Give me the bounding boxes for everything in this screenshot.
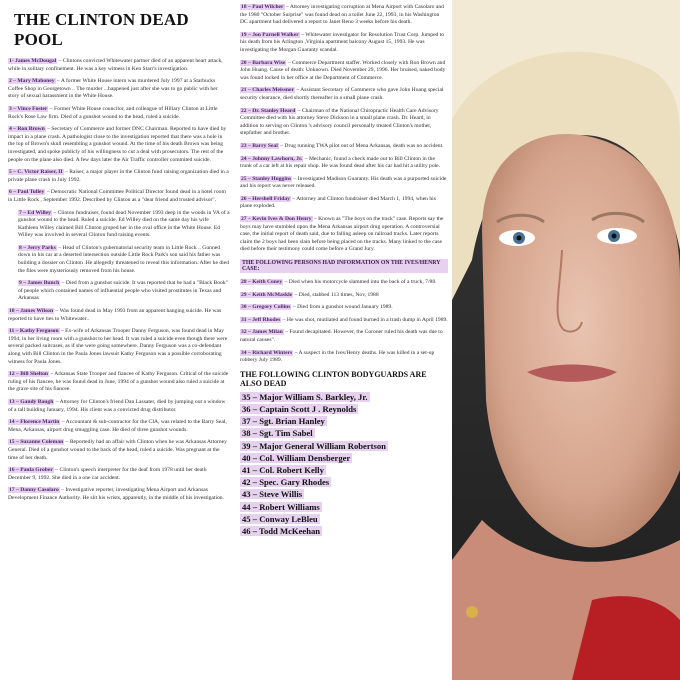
- dead-pool-entry: [240, 108, 448, 138]
- entry-name: 14 – Florence Martin: [9, 419, 60, 426]
- entry-text: – He was shot, mutilated and found burned in a trash dump in April 1989.: [281, 316, 448, 323]
- bodyguard-name: 40 – Col. William Densberger: [242, 452, 351, 463]
- bodyguard-name: 38 – Sgt. Tim Sabel: [242, 428, 313, 439]
- entry-text: – Was found dead in May 1993 from an apparent hanging suicide. He was reported to have ties to Whitewater..: [8, 308, 222, 322]
- entry-text: – Investigative reporter, investigating Mena Airport and Arkansas Development Finance Authority. He slit his wrists, apparently, in the middle of his investigation.: [8, 487, 224, 501]
- entry-text: – Head of Clinton's gubernatorial security team in Little Rock .. Gunned down in his car at a deserted intersection outside Little Rock Park's son said his father was building a dossier on Clinton .He allegedly threatened to reveal this information. After he died the files were mysteriously removed from his house.: [18, 244, 229, 274]
- dead-pool-entry: [8, 169, 230, 184]
- entry-name: 12 – Bill Shelton: [9, 371, 49, 378]
- bodyguard-name: 45 – Conway LeBleu: [242, 513, 318, 524]
- entry-name: 4 – Ron Brown: [9, 126, 45, 133]
- entry-name: 2 – Mary Mahoney: [9, 78, 55, 85]
- ives-henry-section-title: THE FOLLOWING PERSONS HAD INFORMATION ON THE IVES/HENRY CASE:: [240, 259, 448, 273]
- bodyguard-name: 44 – Robert Williams: [242, 501, 320, 512]
- entry-text: – Ex-wife of Arkansas Trooper Danny Ferguson, was found dead in May 1994, in her living room with a gunshot to her head. It was ruled a suicide even though there were several packed suitcases, as if she were going somewhere. Danny Ferguson was a co-defendant along with Bill Clinton in the Paula Jones lawsuit Kathy Ferguson was a possible corroborating witness for Paula Jones.: [8, 328, 228, 365]
- entry-text: – A former White House intern was murdered July 1997 at a Starbucks Coffee Shop in Georgetown .. The murder ...happened just after she was to go public with her story of sexual harassment in the White House.: [8, 78, 218, 100]
- entry-text: – Assistant Secretary of Commerce who gave John Huang special security clearance, died shortly thereafter in a small plane crash.: [240, 87, 444, 101]
- dead-pool-entry: [240, 350, 448, 365]
- bodyguard-name: 43 – Steve Willis: [242, 489, 303, 500]
- page-title: THE CLINTON DEAD POOL: [14, 10, 189, 49]
- entry-name: 31 – Jeff Rhodes: [241, 316, 281, 323]
- dead-pool-entry: [8, 78, 230, 101]
- dead-pool-entry: [240, 143, 448, 151]
- entry-text: – Known as "The boys on the track" case. Reports say the boys may have stumbled upon the Mena Arkansas airport drug operation. A controversial case, the initial report of death said, due to falling asleep on railroad tracks. Later reports claim the 2 boys had been slain before being placed on the tracks. Many linked to the case died before their testimony could come before a Grand Jury.: [240, 216, 444, 253]
- entry-text: – Attorney investigating corruption at Mena Airport with Casolaro and the 1980 "October Surprise" was found dead on a toilet June 22, 1993, in his Washington DC apartment had delivered a report to Janet Reno 3 weeks before his death.: [240, 4, 444, 26]
- entry-text: – Drug running TWA pilot out of Mena Arkansas, death was no accident.: [278, 142, 444, 149]
- dead-pool-entry: [8, 399, 230, 414]
- entry-name: 22 – Dr. Stanley Heard: [241, 107, 296, 114]
- bodyguard-item: [240, 488, 448, 500]
- entry-text: – Died from a gunshot wound January 1989.: [291, 304, 393, 311]
- bodyguard-name: 46 – Todd McKeehan: [242, 526, 321, 537]
- entry-name: 5 – C. Victor Raiser, II: [9, 169, 63, 176]
- dead-pool-entry: [8, 308, 230, 323]
- entry-name: 20 – Barbara Wise: [241, 59, 286, 66]
- dead-pool-entry: [240, 87, 448, 102]
- dead-pool-entry: [8, 189, 230, 204]
- ives-henry-entry-list: [240, 279, 448, 365]
- entry-text: – Clintons convicted Whitewater partner died of an apparent heart attack, while in solitary confinement. He was a key witness in Ken Starr's investigation.: [8, 58, 223, 72]
- dead-pool-entry: [18, 210, 230, 240]
- entry-text: – Attorney and Clinton fundraiser died March 1, 1994, when his plane exploded.: [240, 195, 436, 210]
- dead-pool-entry: [18, 245, 230, 275]
- dead-pool-entry: [18, 280, 230, 303]
- dead-pool-entry: [8, 106, 230, 121]
- dead-pool-entry: [8, 487, 230, 502]
- entry-name: 27 – Kevin Ives & Don Henry: [241, 216, 312, 223]
- entry-name: 1- James McDougal: [9, 58, 57, 64]
- entry-name: 8 – Jerry Parks: [19, 244, 56, 251]
- entry-text: – Democratic National Committee Political Director found dead in a hotel room in Little Rock , September 1992. Described by Clinton as a "dear friend and trusted advisor".: [8, 189, 226, 203]
- bodyguard-item: [240, 427, 448, 439]
- dead-pool-entry: [8, 467, 230, 482]
- entry-text: – Commerce Department staffer. Worked closely with Ron Brown and John Huang. Cause of death: Unknown. Died November 29, 1996. Her bruised, naked body was found locked in her office at the Department of Commerce.: [240, 59, 446, 81]
- dead-pool-entry: [8, 419, 230, 434]
- bodyguard-name: 35 – Major William S. Barkley, Jr.: [242, 391, 368, 402]
- dead-pool-entry: [8, 439, 230, 462]
- dead-pool-entry: [240, 317, 448, 325]
- dead-pool-entry: [240, 196, 448, 211]
- entry-name: 3 – Vince Foster: [9, 105, 48, 112]
- entry-name: 17 – Danny Casolaro: [9, 487, 59, 494]
- entry-name: 15 – Suzanne Coleman: [9, 439, 64, 446]
- bodyguard-item: [240, 452, 448, 464]
- dead-pool-entry: [240, 329, 448, 344]
- dead-pool-entry: [240, 176, 448, 191]
- bodyguard-item: [240, 403, 448, 415]
- entry-name: 30 – Gregory Collins: [241, 304, 291, 311]
- entry-text: – Chairman of the National Chiropractic Health Care Advisory Committee died with his attorney Steve Dickson in a small plane crash. Dr. Heard, in addition to serving on Clinton 's advisory council personally treated Clinton's mother, stepfather and brother.: [240, 107, 439, 137]
- bodyguard-name: 36 – Captain Scott J . Reynolds: [242, 403, 357, 414]
- dead-pool-entry: [8, 58, 230, 73]
- entry-name: 16 – Paula Grober: [9, 467, 53, 474]
- entry-name: 7 – Ed Willey: [19, 209, 51, 216]
- bodyguard-name: 37 – Sgt. Brian Hanley: [242, 416, 325, 427]
- entry-text: – A suspect in the Ives/Henry deaths. He was killed in a set-up robbery July 1989.: [240, 349, 435, 364]
- middle-entry-list: [240, 4, 448, 254]
- left-entry-list: [8, 58, 230, 503]
- bodyguards-list: [240, 391, 448, 537]
- entry-text: – Clinton fundraiser, found dead November 1993 deep in the woods in VA of a gunshot wound to the head. Ruled a suicide. Ed Willey died on the same day his wife Kathleen Willey claimed Bill Clinton groped her in the oval office in the White House. Ed Willey was involved in several Clinton fund raising events.: [18, 209, 230, 239]
- bodyguard-name: 41 – Col. Robert Kelly: [242, 465, 324, 475]
- entry-name: 26 – Hershell Friday: [241, 195, 290, 202]
- bodyguard-item: [240, 513, 448, 525]
- bodyguard-name: 42 – Spec. Gary Rhodes: [242, 477, 330, 488]
- entry-text: – Whitewater investigator for Resolution Trust Corp. Jumped to his death from his Arlington ,Virginia apartment balcony August 15, 1993. He was investigating the Morgan Guaranty scandal.: [240, 31, 445, 53]
- entry-text: – Died from a gunshot suicide. It was reported that he had a "Black Book" of people which contained names of influential people who visited prostitutes in Texas and Arkansas: [18, 280, 228, 302]
- dead-pool-entry: [240, 292, 448, 300]
- entry-text: – Reportedly had an affair with Clinton when he was Arkansas Attorney General. Died of a gunshot wound to the back of the head, ruled a suicide. Was pregnant at the time of her death.: [8, 439, 227, 461]
- portrait-illustration: [452, 0, 680, 680]
- bodyguard-item: [240, 464, 448, 476]
- entry-name: 29 – Keith McMaskle: [241, 291, 293, 298]
- bodyguard-item: [240, 525, 448, 537]
- bodyguards-title: THE FOLLOWING CLINTON BODYGUARDS ARE ALSO DEAD: [240, 369, 427, 388]
- entry-text: – Former White House councilor, and colleague of Hillary Clinton at Little Rock's Rose Law firm. Died of a gunshot wound to the head, ruled a suicide.: [8, 105, 218, 120]
- dead-pool-entry: [8, 371, 230, 394]
- dead-pool-entry: [240, 32, 448, 55]
- entry-name: 28 – Keith Coney: [241, 279, 283, 286]
- dead-pool-entry: [240, 4, 448, 27]
- entry-name: 11 – Kathy Ferguson: [9, 328, 59, 335]
- entry-text: – Investigated Madison Guaranty. His death was a purported suicide and his report was never released.: [240, 175, 447, 190]
- entry-name: 10 – James Wilson: [9, 308, 54, 315]
- entry-name: 32 – James Milan: [241, 329, 283, 336]
- bodyguard-item: [240, 476, 448, 488]
- entry-text: – Raiser, a major player in the Clinton fund raising organization died in a private plane crash in July 1992.: [8, 169, 229, 183]
- bodyguard-item: [240, 391, 448, 403]
- left-column: [0, 0, 236, 680]
- entry-name: 19 – Jon Parnell Walker: [241, 31, 299, 38]
- dead-pool-entry: [240, 216, 448, 254]
- dead-pool-entry: [8, 126, 230, 164]
- entry-text: – Mechanic, found a check made out to Bill Clinton in the trunk of a car left at his repair shop. He was found dead after his car had hit a utility pole.: [240, 155, 441, 170]
- entry-name: 24 – Johnny Lawhorn, Jr.: [241, 155, 303, 162]
- entry-name: 9 – James Bunch: [19, 280, 60, 287]
- entry-text: – Clinton's speech interpreter for the deaf from 1978 until her death December 9, 1992. She died in a one car accident.: [8, 467, 207, 481]
- entry-name: 21 – Charles Meissner: [241, 87, 294, 94]
- bodyguard-name: 39 – Major General William Robertson: [242, 440, 386, 451]
- dead-pool-entry: [240, 156, 448, 171]
- entry-name: 13 – Gandy Baugh: [9, 398, 54, 405]
- entry-name: 23 – Barry Seal: [241, 142, 278, 149]
- entry-text: – Attorney for Clinton's friend Dan Lassater, died by jumping out a window of a tall building January, 1994. His client was a convicted drug distributor.: [8, 398, 226, 413]
- middle-column: [236, 0, 452, 680]
- entry-text: – Accountant & sub-contractor for the CIA, was related to the Barry Seal, Mena, Arkansas, airport drug smuggling case. He died of three gunshot wounds.: [8, 419, 227, 433]
- entry-text: – Found decapitated. However, the Coroner ruled his death was due to natural causes".: [240, 329, 443, 343]
- entry-name: 25 – Stanley Huggins: [241, 175, 292, 182]
- entry-text: – Died, stabbed 113 times, Nov, 1988: [293, 291, 379, 298]
- dead-pool-entry: [240, 60, 448, 83]
- portrait-photo: [452, 0, 680, 680]
- bodyguard-item: [240, 501, 448, 513]
- bodyguard-item: [240, 440, 448, 452]
- entry-name: 34 – Richard Winters: [241, 349, 293, 356]
- dead-pool-entry: [240, 279, 448, 287]
- entry-text: – Arkansas State Trooper and fiancee of Kathy Ferguson. Critical of the suicide ruling of his fiancee, he was found dead in June, 1994 of a gunshot wound also ruled a suicide at the grave site of his fiancee.: [8, 371, 229, 393]
- entry-name: 6 – Paul Tulley: [9, 189, 45, 196]
- dead-pool-entry: [8, 328, 230, 366]
- entry-text: – Died when his motorcycle slammed into the back of a truck, 7/88.: [283, 279, 437, 286]
- entry-text: – Secretary of Commerce and former DNC Chairman. Reported to have died by impact in a plane crash. A pathologist close to the investigation reported that there was a hole in the top of Brown's skull resembling a gunshot wound. At the time of his death Brown was being investigated, and spoke publicly of his willingness to cut a deal with prosecutors. The rest of the people on the plane also died. A few days later the Air Traffic controller commited suicide.: [8, 126, 227, 163]
- dead-pool-entry: [240, 304, 448, 312]
- entry-name: 18 – Paul Wilcher: [241, 4, 284, 10]
- bodyguard-item: [240, 415, 448, 427]
